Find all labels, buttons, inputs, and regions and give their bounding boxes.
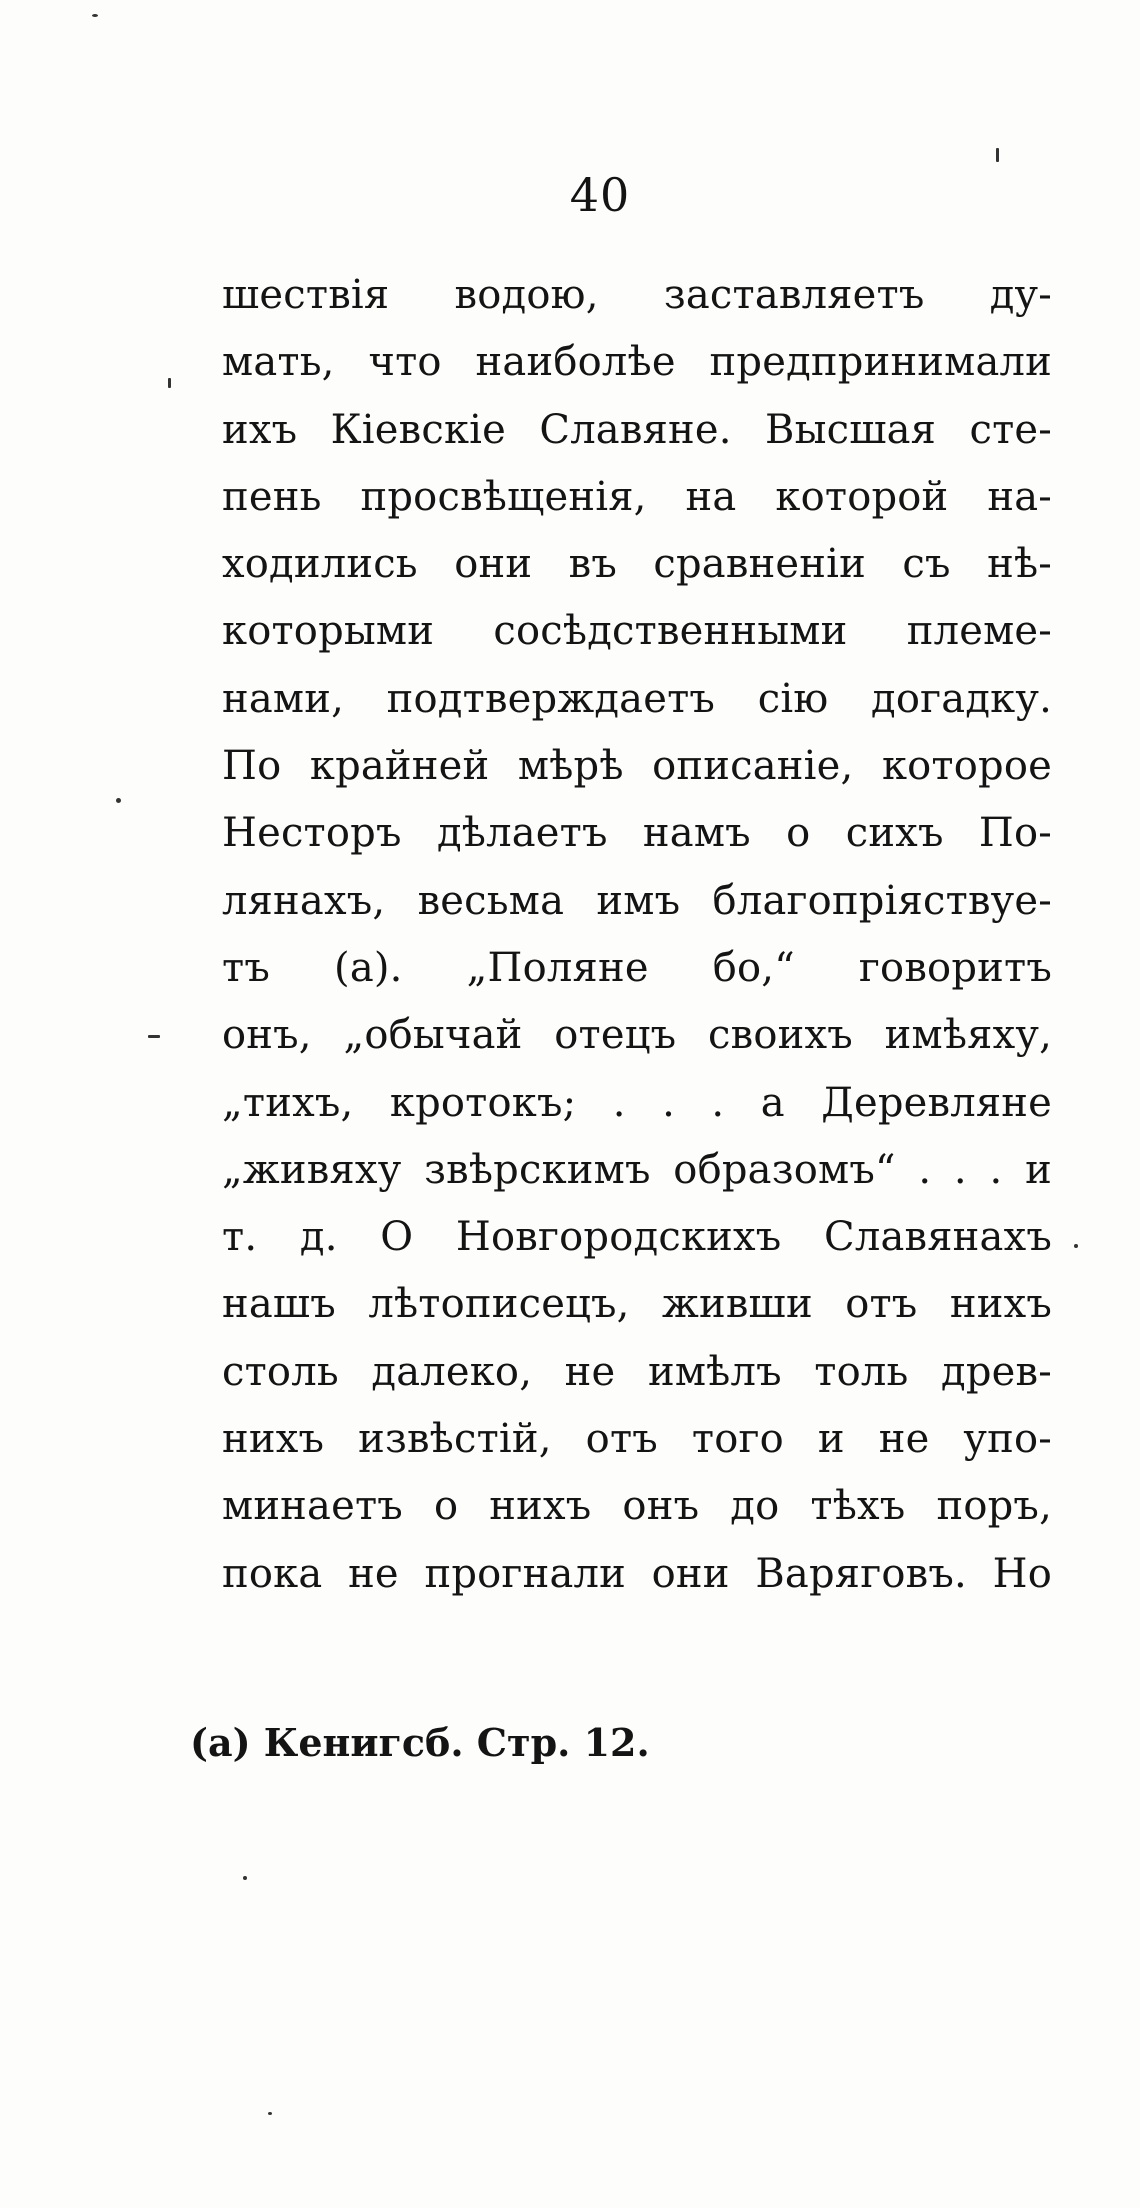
text-line: нашъ лѣтописецъ, живши отъ нихъ [222,1281,1052,1328]
text-line: минаетъ о нихъ онъ до тѣхъ поръ, [222,1483,1052,1530]
body-text [222,262,1052,1608]
text-line: мать, что наиболѣе предпринимали [222,339,1052,386]
scan-speck [148,1035,160,1038]
text-line: нихъ извѣстій, отъ того и не упо- [222,1416,1052,1463]
text-line: нами, подтверждаетъ сію догадку. [222,675,1052,722]
text-line: онъ, „обычай отецъ своихъ имѣяху, [222,1012,1052,1059]
scan-speck [268,2112,272,2115]
scan-speck [996,148,999,162]
page-number: 40 [569,168,631,222]
text-line: ихъ Кіевскіе Славяне. Высшая сте- [222,406,1052,453]
footnote: (а) Кенигсб. Стр. 12. [190,1720,650,1765]
text-line: т. д. О Новгородскихъ Славянахъ [222,1214,1052,1261]
text-line: По крайней мѣрѣ описаніе, которое [222,743,1052,790]
text-line: тъ (а). „Поляне бо,“ говоритъ [222,944,1052,991]
scan-speck [92,14,98,17]
text-line: Несторъ дѣлаетъ намъ о сихъ По- [222,810,1052,857]
text-line: „тихъ, кротокъ; . . . а Деревляне [222,1079,1052,1126]
scan-speck [116,798,121,803]
text-line: которыми сосѣдственными племе- [222,608,1052,655]
text-line: столь далеко, не имѣлъ толь древ- [222,1348,1052,1395]
text-line: лянахъ, весьма имъ благопріяствуе- [222,877,1052,924]
text-line: „живяху звѣрскимъ образомъ“ . . . и [222,1146,1052,1193]
text-line: ходились они въ сравненіи съ нѣ- [222,541,1052,588]
scan-speck [243,1876,247,1880]
scan-speck [1074,1244,1078,1248]
text-line: пень просвѣщенія, на которой на- [222,473,1052,520]
text-line: шествія водою, заставляетъ ду- [222,272,1052,318]
text-line: пока не прогнали они Варяговъ. Но [222,1550,1052,1597]
scan-speck [168,378,171,388]
